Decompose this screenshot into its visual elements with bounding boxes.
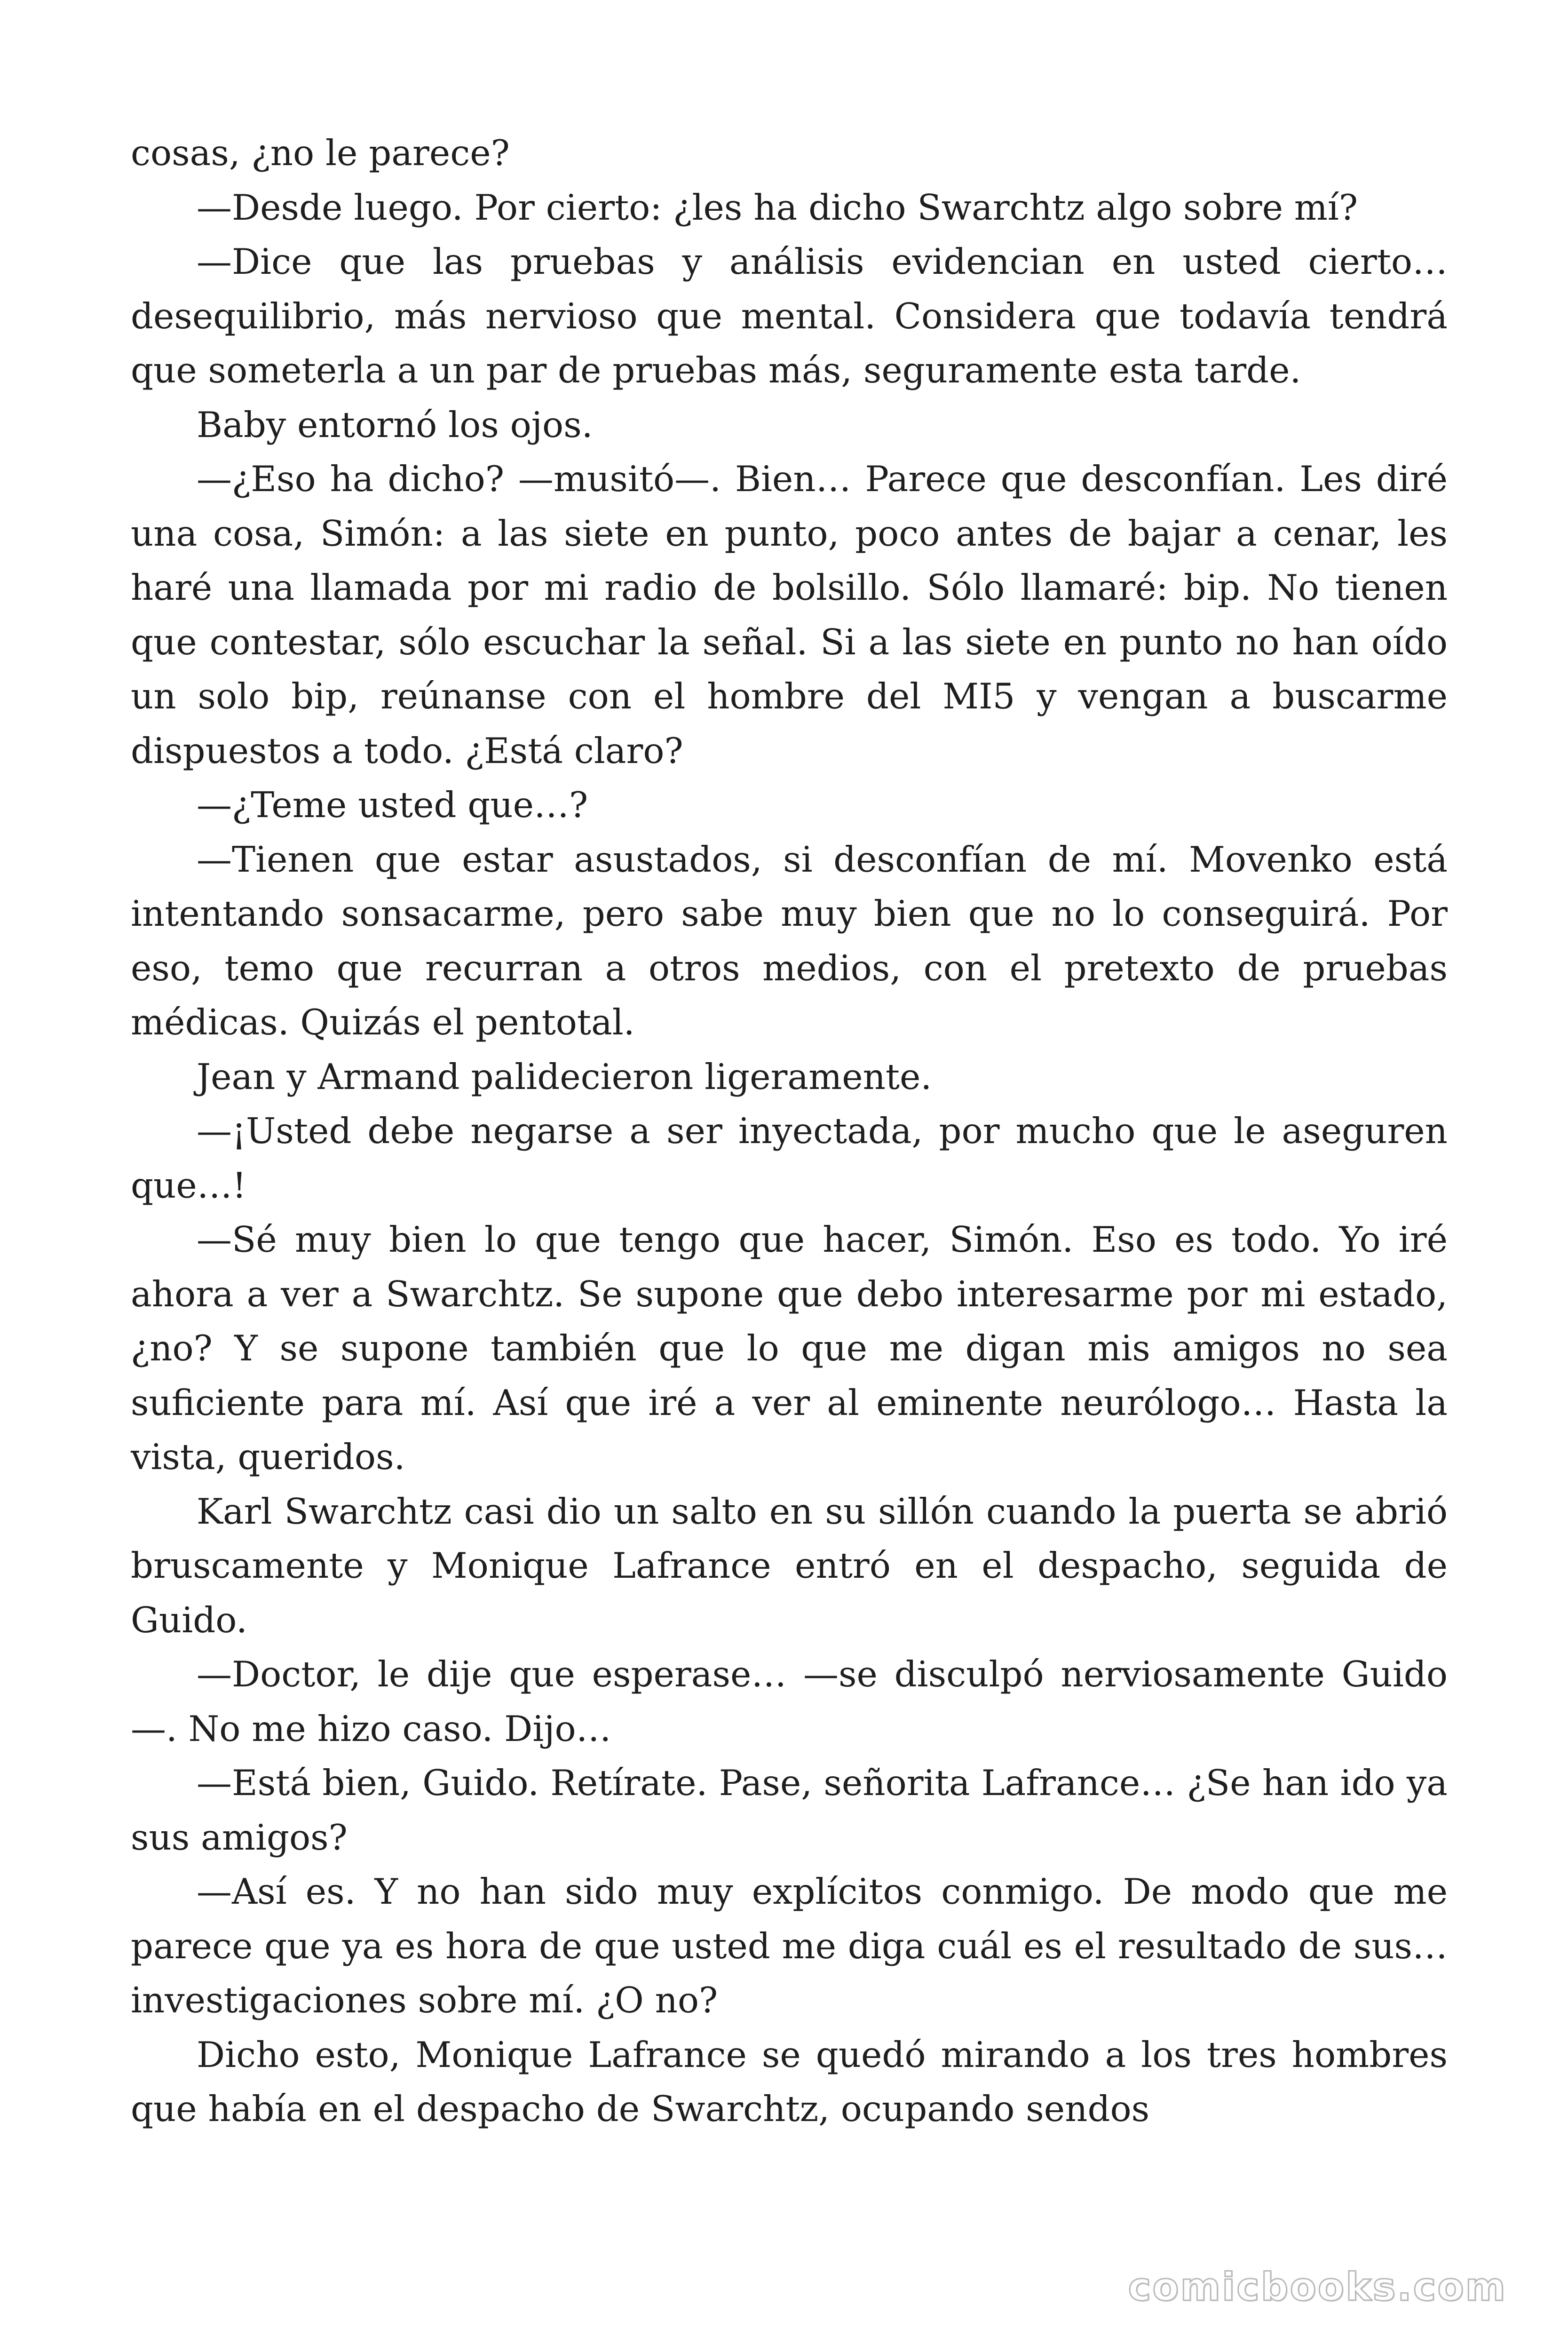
body-text [131,126,1448,2137]
paragraph: Jean y Armand palidecieron ligeramente. [197,1056,932,1097]
paragraph: —Está bien, Guido. Retírate. Pase, señorita Lafrance… ¿Se han ido ya sus amigos? [131,1762,1448,1858]
paragraph: —Así es. Y no han sido muy explícitos conmigo. De modo que me parece que ya es hora de que usted me diga cuál es el resultado de sus… investigaciones sobre mí. ¿O no? [131,1871,1448,2021]
paragraph: Dicho esto, Monique Lafrance se quedó mirando a los tres hombres que había en el despacho de Swarchtz, ocupando sendos [131,2034,1448,2130]
paragraph: —Dice que las pruebas y análisis evidencian en usted cierto… desequilibrio, más nervioso que mental. Considera que todavía tendrá que someterla a un par de pruebas más, seguramente esta tarde. [131,241,1448,391]
paragraph: —Sé muy bien lo que tengo que hacer, Simón. Eso es todo. Yo iré ahora a ver a Swarchtz. Se supone que debo interesarme por mi estado, ¿no? Y se supone también que lo que me digan mis amigos no sea suficiente para mí. Así que iré a ver al eminente neurólogo… Hasta la vista, queridos. [131,1219,1448,1478]
paragraph: —¿Eso ha dicho? —musitó—. Bien… Parece que desconfían. Les diré una cosa, Simón: a las siete en punto, poco antes de bajar a cenar, les haré una llamada por mi radio de bolsillo. Sólo llamaré: bip. No tienen que contestar, sólo escuchar la señal. Si a las siete en punto no han oído un solo bip, reúnanse con el hombre del MI5 y vengan a buscarme dispuestos a todo. ¿Está claro? [131,458,1448,771]
paragraph: —Doctor, le dije que esperase… —se disculpó nerviosamente Guido—. No me hizo caso. Dijo… [131,1653,1448,1749]
paragraph: Karl Swarchtz casi dio un salto en su sillón cuando la puerta se abrió bruscamente y Monique Lafrance entró en el despacho, seguida de Guido. [131,1490,1448,1641]
paragraph: —Desde luego. Por cierto: ¿les ha dicho Swarchtz algo sobre mí? [197,186,1358,228]
paragraph: cosas, ¿no le parece? [131,132,510,174]
paragraph: Baby entornó los ojos. [197,404,593,445]
paragraph: —¡Usted debe negarse a ser inyectada, por mucho que le aseguren que…! [131,1110,1448,1206]
watermark: comicbooks.com [1128,2265,1507,2310]
paragraph: —¿Teme usted que…? [197,784,588,826]
paragraph: —Tienen que estar asustados, si desconfían de mí. Movenko está intentando sonsacarme, pero sabe muy bien que no lo conseguirá. Por eso, temo que recurran a otros medios, con el pretexto de pruebas médicas. Quizás el pentotal. [131,838,1448,1043]
